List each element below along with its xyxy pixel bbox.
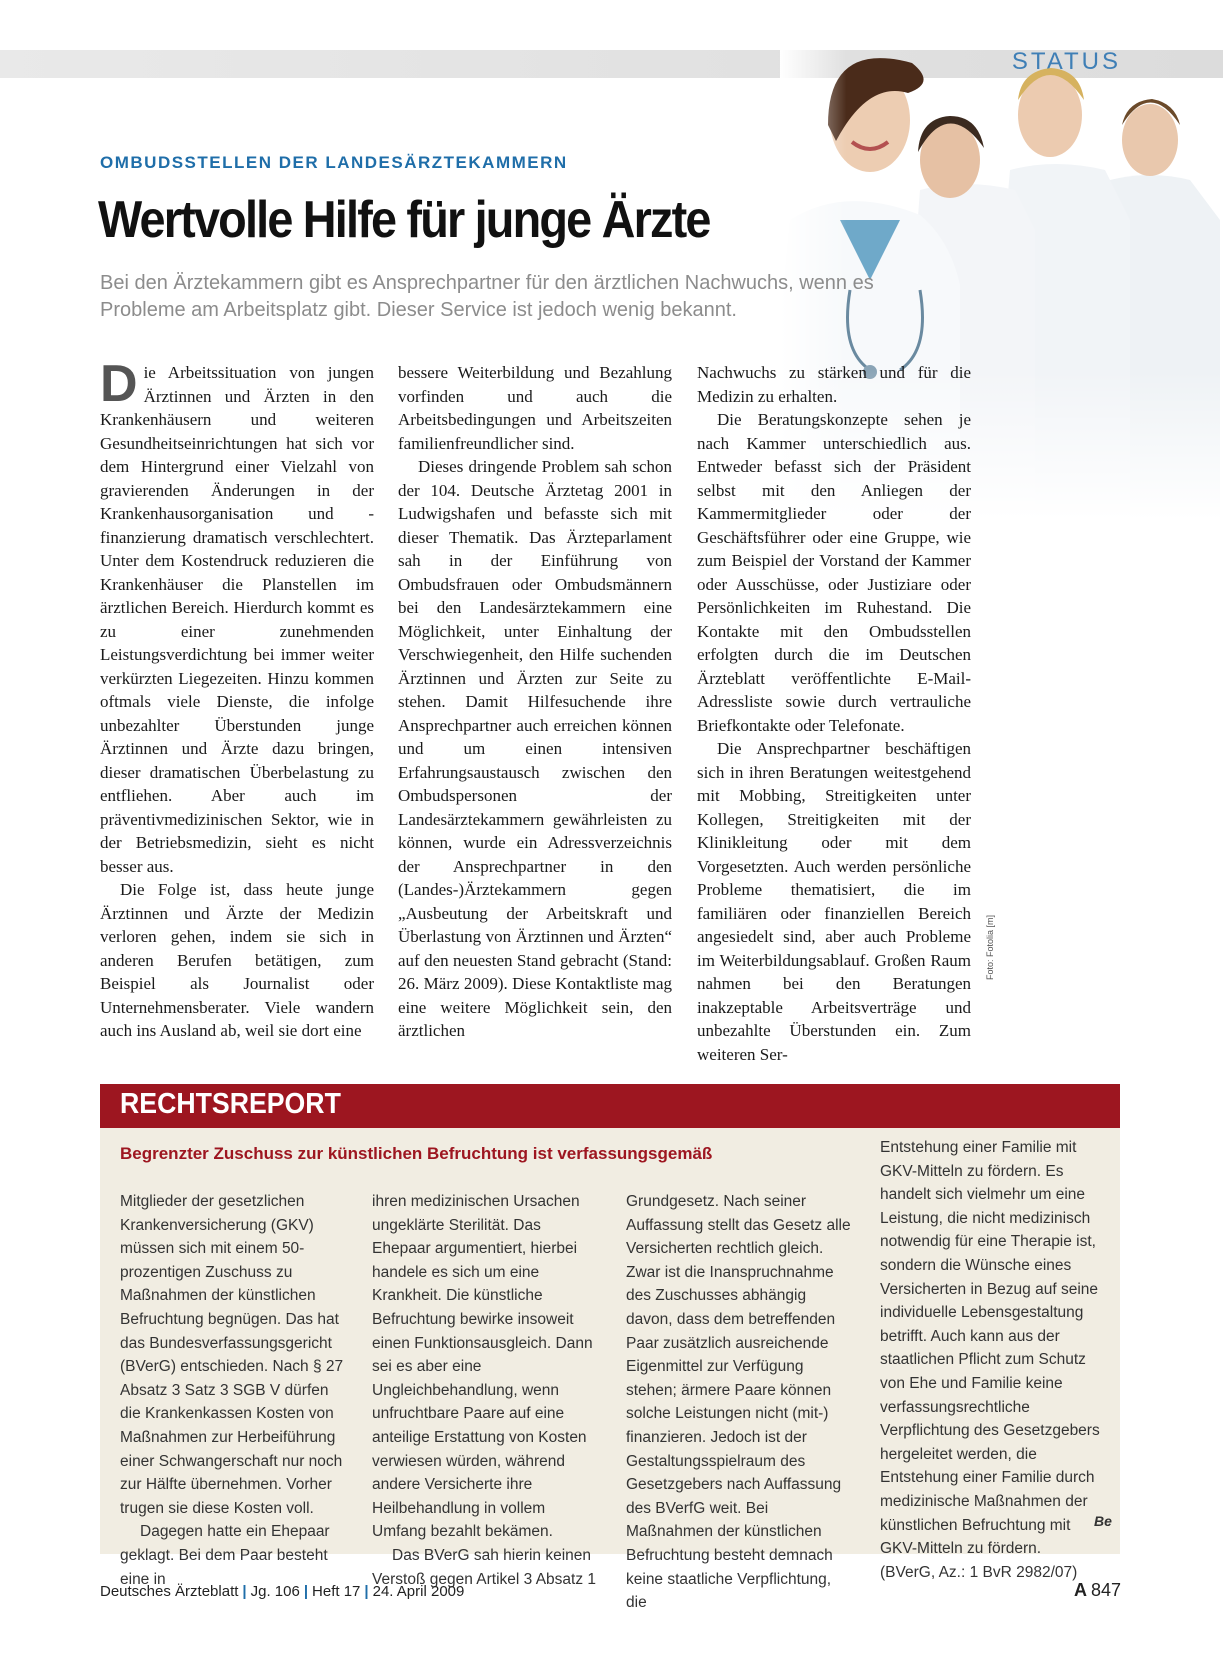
article-paragraph: ie Arbeitssituation von jungen Ärztinnen und Ärzten in den Krankenhäusern und weiteren Gesundheitseinrichtungen hat sich vor dem Hintergrund einer Vielzahl von gravierenden Änderungen in der Krankenhausorganisation und -finanzierung dramatisch verschlechtert. Unter dem Kostendruck reduzieren die Krankenhäuser die Planstellen im ärztlichen Bereich. Hierdurch kommt es zu einer zunehmenden Leistungsverdichtung bei immer weiter verkürzten Liegezeiten. Hinzu kommen oftmals viele Dienste, die infolge unbezahlter Überstunden junge Ärztinnen und Ärzte dazu bringen, dieser dramatischen Überbelastung zu entfliehen. Aber auch im präventivmedizinischen Sektor, wie in der Betriebsmedizin, sieht es nicht besser aus. (100, 363, 374, 876)
footer-separator: | (303, 1583, 309, 1600)
page-prefix: A (1073, 1580, 1087, 1600)
rechtsreport-column-4 (880, 1136, 1108, 1584)
footer-separator: | (364, 1583, 369, 1600)
publication-name: Deutsches Ärzteblatt (100, 1583, 239, 1600)
article-paragraph: Die Folge ist, dass heute junge Ärztinnen und Ärzte der Medizin verloren gehen, indem sie sich in anderen Berufen betätigen, zum Beispiel als Journalist oder Unternehmensberater. Viele wandern auch ins Ausland ab, weil sie dort eine (100, 880, 374, 1040)
page-number (1074, 1580, 1121, 1601)
drop-cap: D (100, 355, 138, 413)
page-number-value: 847 (1090, 1580, 1121, 1600)
rechtsreport-paragraph: Das BVerG sah hierin keinen Verstoß gegen Artikel 3 Absatz 1 (372, 1546, 597, 1588)
photo-credit: Foto: Fotolia [m] (985, 914, 995, 980)
rechtsreport-paragraph: Entstehung einer Familie mit GKV-Mitteln zu fördern. Es handelt sich vielmehr um eine Leistung, die nicht medizinisch notwendig für eine Therapie ist, sondern die Wünsche eines Versicherten in Bezug auf seine individuelle Lebensgestaltung betrifft. Auch kann aus der staatlichen Pflicht zum Schutz von Ehe und Familie keine verfassungsrechtliche Verpflichtung des Gesetzgebers hergeleitet werden, die Entstehung einer Familie durch medizinische Maßnahmen der künstlichen Befruchtung mit GKV-Mitteln zu fördern. (880, 1139, 1100, 1558)
article-standfirst: Bei den Ärztekammern gibt es Ansprechpartner für den ärztlichen Nachwuchs, wenn es Probleme am Arbeitsplatz gibt. Dieser Service ist jedoch wenig bekannt. (100, 272, 874, 321)
article-paragraph: Dieses dringende Problem sah schon der 104. Deutsche Ärztetag 2001 in Ludwigshafen und befasste sich mit dieser Thematik. Das Ärzteparlament sah in der Einführung von Ombudsfrauen oder Ombudsmännern bei den Landesärztekammern eine Möglichkeit, unter Einhaltung der Verschwiegenheit, den Hilfe suchenden Ärztinnen und Ärzten zur Seite zu stehen. Damit Hilfesuchende ihre Ansprechpartner auch erreichen können und um einen intensiven Erfahrungsaustausch zwischen den Ombudspersonen der Landesärztekammern gewährleisten zu können, wurde ein Adressverzeichnis der Ansprechpartner in den (Landes-)Ärztekammern gegen „Ausbeutung der Arbeitskraft und Überlastung von Ärztinnen und Ärzten“ auf den neuesten Stand gebracht (Stand: 26. März 2009). Diese Kontaktliste mag eine weitere Möglichkeit sein, den ärztlichen (398, 457, 672, 1040)
rechtsreport-subtitle: Begrenzter Zuschuss zur künstlichen Befruchtung ist verfassungsgemäß (120, 1144, 713, 1163)
rechtsreport-column-2 (372, 1190, 600, 1591)
article-paragraph: Die Beratungskonzepte sehen je nach Kammer unterschiedlich aus. Entweder befasst sich der Präsident selbst mit den Anliegen der Kammermitglieder oder der Geschäftsführer oder eine Gruppe, wie zum Beispiel der Vorstand der Kammer oder Ausschüsse, oder Justiziare oder Persönlichkeiten im Ruhestand. Die Kontakte mit den Ombudsstellen erfolgten durch die im Deutschen Ärzteblatt veröffentlichte E-Mail-Adressliste sowie durch vertrauliche Briefkontakte oder Telefonate. (697, 410, 971, 735)
rechtsreport-label: RECHTSREPORT (120, 1088, 341, 1120)
volume: Jg. 106 (250, 1583, 300, 1600)
issue-date: 24. April 2009 (372, 1583, 465, 1600)
author-signature: Be (1094, 1513, 1112, 1529)
rechtsreport-column-1 (120, 1190, 348, 1591)
footer-separator: | (242, 1583, 247, 1600)
article-headline: Wertvolle Hilfe für junge Ärzte (98, 191, 710, 249)
rechtsreport-paragraph: Mitglieder der gesetzlichen Krankenversicherung (GKV) müssen sich mit einem 50-prozentigen Zuschuss zu Maßnahmen der künstlichen Befruchtung begnügen. Das hat das Bundesverfassungsgericht (BVerG) entschieden. Nach § 27 Absatz 3 Satz 3 SGB V dürfen die Krankenkassen Kosten von Maßnahmen zur Herbeiführung einer Schwangerschaft nur noch zur Hälfte übernehmen. Vorher trugen sie diese Kosten voll. (120, 1193, 344, 1517)
rechtsreport-column-3 (626, 1190, 854, 1615)
page-footer (100, 1583, 464, 1600)
article-paragraph: Nachwuchs zu stärken und für die Medizin zu erhalten. (697, 363, 971, 406)
rechtsreport-reference: (BVerG, Az.: 1 BvR 2982/07) (880, 1563, 1078, 1581)
issue: Heft 17 (312, 1583, 361, 1600)
rechtsreport-paragraph: Dagegen hatte ein Ehepaar geklagt. Bei dem Paar besteht eine in (120, 1523, 330, 1588)
article-paragraph: bessere Weiterbildung und Bezahlung vorfinden und auch die Arbeitsbedingungen und Arbeitszeiten familienfreundlicher sind. (398, 363, 672, 453)
rechtsreport-paragraph: Grundgesetz. Nach seiner Auffassung stellt das Gesetz alle Versicherten rechtlich gleich. Zwar ist die Inanspruchnahme des Zuschusses abhängig davon, dass dem betreffenden Paar zusätzlich ausreichende Eigenmittel zur Verfügung stehen; ärmere Paare können solche Leistungen nicht (mit-) finanzieren. Jedoch ist der Gestaltungsspielraum des Gesetzgebers nach Auffassung des BVerfG weit. Bei Maßnahmen der künstlichen Befruchtung besteht demnach keine staatliche Verpflichtung, die (626, 1193, 851, 1612)
rechtsreport-paragraph: ihren medizinischen Ursachen ungeklärte Sterilität. Das Ehepaar argumentiert, hierbei handele es sich um eine Krankheit. Die künstliche Befruchtung bewirke insoweit einen Funktionsausgleich. Dann sei es aber eine Ungleichbehandlung, wenn unfruchtbare Paare auf eine anteilige Erstattung von Kosten verwiesen würden, während andere Versicherte ihre Heilbehandlung in vollem Umfang bezahlt bekämen. (372, 1193, 593, 1541)
article-column-3 (697, 361, 971, 1066)
article-column-2 (398, 361, 672, 1043)
article-kicker: OMBUDSSTELLEN DER LANDESÄRZTEKAMMERN (100, 153, 568, 172)
article-paragraph: Die Ansprechpartner beschäftigen sich in ihren Beratungen weitestgehend mit Mobbing, Streitigkeiten unter Kollegen, Streitigkeiten mit der Klinikleitung oder mit dem Vorgesetzten. Auch werden persönliche Probleme thematisiert, die im familiären oder finanziellen Bereich angesiedelt sind, aber auch Probleme im Weiterbildungsablauf. Großen Raum nahmen bei den Beratungen inakzeptable Arbeitsverträge und unbezahlte Überstunden ein. Zum weiteren Ser- (697, 739, 971, 1064)
article-column-1 (100, 355, 374, 1043)
